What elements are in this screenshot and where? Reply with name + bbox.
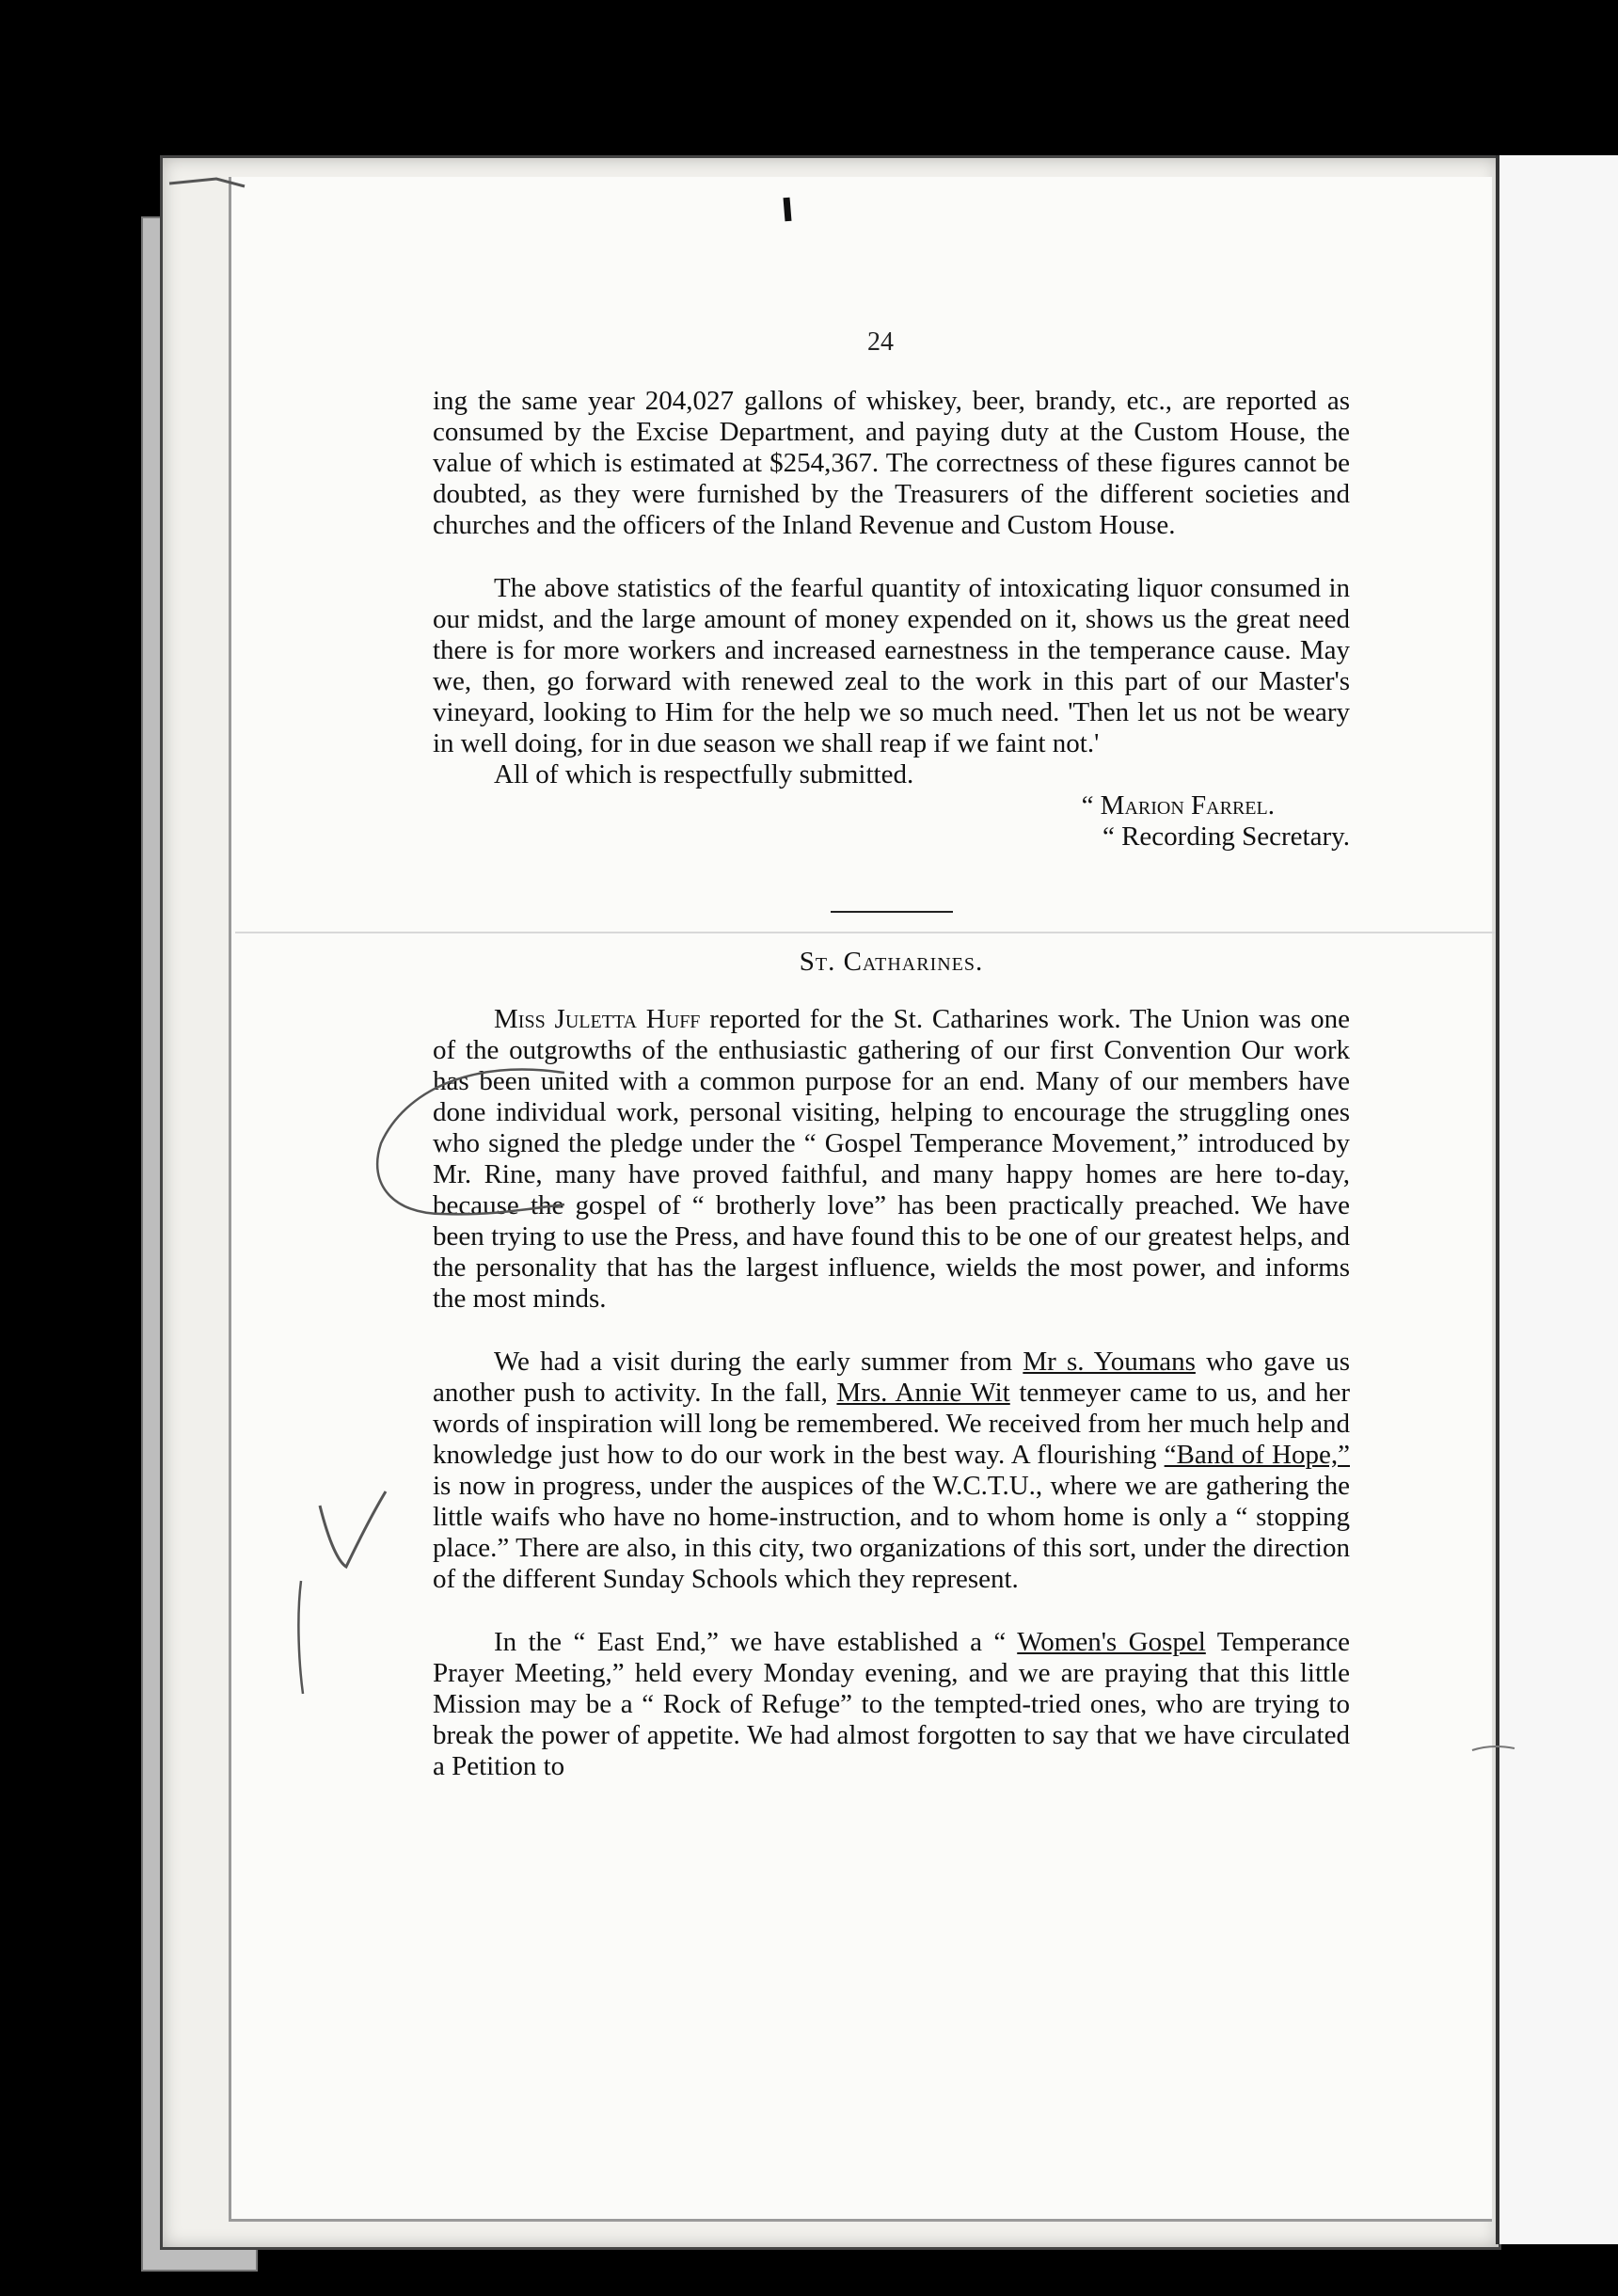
section-heading: St. Catharines. bbox=[799, 947, 984, 977]
page-edge-line bbox=[1496, 155, 1499, 2244]
underlined-wittenmeyer: Mrs. Annie Wit bbox=[836, 1378, 1010, 1408]
report-paragraph-2 bbox=[433, 1347, 1350, 1595]
section-divider bbox=[831, 911, 953, 913]
report-paragraph-1-text: reported for the St. Catharines work. The Union was one of the outgrowths of the enthusiastic gathering of our first Convention Our work has been united with a common purpose for an end. Many of our members have done individual work, personal visiting, helping to encourage the struggling ones who signed the pledge under the “ Gospel Temperance Movement,” introduced by Mr. Rine, many have proved faithful, and many happy homes are here to-day, because the gospel of “ brotherly love” has been practically preached. We have been trying to use the Press, and have found this to be one of our greatest helps, and the personality that has the largest influence, wields the most power, and informs the most minds. bbox=[433, 1004, 1350, 1314]
report-paragraph-3 bbox=[433, 1627, 1350, 1782]
signature-name: “ Marion Farrel. bbox=[1081, 790, 1275, 821]
report-paragraph-2-text-a: We had a visit during the early summer from bbox=[494, 1347, 1023, 1377]
page-text bbox=[433, 320, 1350, 1782]
report-paragraph-1 bbox=[433, 1004, 1350, 1315]
underlined-womens-gospel: Women's Gospel bbox=[1017, 1627, 1206, 1657]
underlined-band-of-hope: “Band of Hope,” bbox=[1164, 1440, 1350, 1470]
report-paragraph-2-text-c: tenmeyer came to us, and her words of inspiration will long be remembered. We received from her much help and knowledge just how to do our work in the best way. A flourishing bbox=[433, 1378, 1350, 1470]
underlined-youmans: Mr s. Youmans bbox=[1023, 1347, 1196, 1377]
signature-title: “ Recording Secretary. bbox=[1102, 821, 1350, 852]
closing-line: All of which is respectfully submitted. bbox=[494, 759, 914, 789]
report-paragraph-3-text-b: Temperance Prayer Meeting,” held every Monday evening, and we are praying that this little Mission may be a “ Rock of Refuge” to the tempted-tried ones, who are trying to break the power of appetite. We had almost forgotten to say that we have circulated a Petition to bbox=[433, 1627, 1350, 1781]
adjacent-page-edge bbox=[1498, 155, 1618, 2244]
report-paragraph-2-text-d: is now in progress, under the auspices of the W.C.T.U., where we are gathering the little waifs who have no home-instruction, and to whom home is only a “ stopping place.” There are also, in this city, two organizations of this sort, under the direction of the different Sunday Schools which they represent. bbox=[433, 1471, 1350, 1594]
report-paragraph-2-text-b: who gave us another push to activity. In the fall, bbox=[433, 1347, 1350, 1408]
paragraph-statistics: The above statistics of the fearful quantity of intoxicating liquor consumed in our midst, and the large amount of money expended on it, shows us the great need there is for more workers and increased earnestness in the temperance cause. May we, then, go forward with renewed zeal to the work in this part of our Master's vineyard, looking to Him for the help we so much need. 'Then let us not be weary in well doing, for in due season we shall reap if we faint not.' bbox=[433, 573, 1350, 758]
reporter-name: Miss Juletta Huff bbox=[494, 1004, 701, 1034]
paragraph-continued: ing the same year 204,027 gallons of whiskey, beer, brandy, etc., are reported as consumed by the Excise Department, and paying duty at the Custom House, the value of which is estimated at $254,367. The correctness of these figures cannot be doubted, as they were furnished by the Treasurers of the different societies and churches and the officers of the Inland Revenue and Custom House. bbox=[433, 386, 1350, 540]
page-number: 24 bbox=[867, 327, 894, 357]
report-paragraph-3-text-a: In the “ East End,” we have established a “ bbox=[494, 1627, 1018, 1657]
